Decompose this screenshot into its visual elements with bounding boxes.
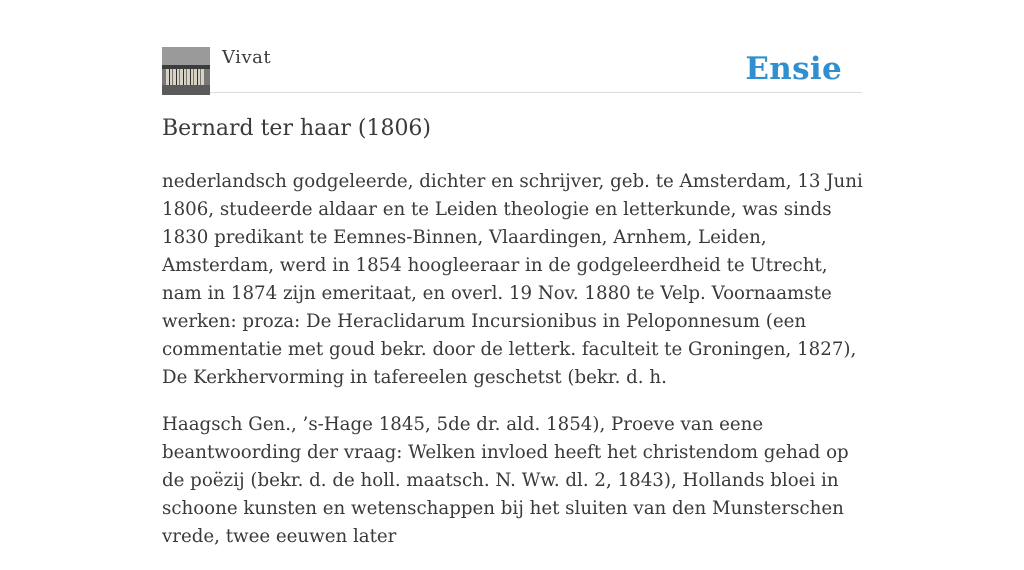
site-header [162,46,862,93]
article-body [162,168,867,570]
bookshelf-avatar-image [162,47,210,95]
article-paragraph: nederlandsch godgeleerde, dichter en schrijver, geb. te Amsterdam, 13 Juni 1806, studeerde aldaar en te Leiden theologie en letterkunde, was sinds 1830 predikant te Eemnes-Binnen, Vlaardingen, Arnhem, Leiden, Amsterdam, werd in 1854 hoogleeraar in de godgeleerdheid te Utrecht, nam in 1874 zijn emeritaat, en overl. 19 Nov. 1880 te Velp. Voornaamste werken: proza: De Heraclidarum Incursionibus in Peloponnesum (een commentatie met goud bekr. door de letterk. faculteit te Groningen, 1827), De Kerkhervorming in tafereelen geschetst (bekr. d. h. [162,171,863,388]
article-title: Bernard ter haar (1806) [162,116,432,141]
brand-logo[interactable]: Ensie [745,51,842,87]
article-paragraph: Haagsch Gen., ’s-Hage 1845, 5de dr. ald. 1854), Proeve van eene beantwoording der vraag: Welken invloed heeft het christendom gehad op de poëzij (bekr. d. de holl. maatsch. N. Ww. dl. 2, 1843), Hollands bloei in schoone kunsten en wetenschappen bij het sluiten van den Munsterschen vrede, twee eeuwen later [162,414,849,547]
author-name[interactable]: Vivat [222,47,272,68]
author-avatar[interactable] [162,47,210,95]
